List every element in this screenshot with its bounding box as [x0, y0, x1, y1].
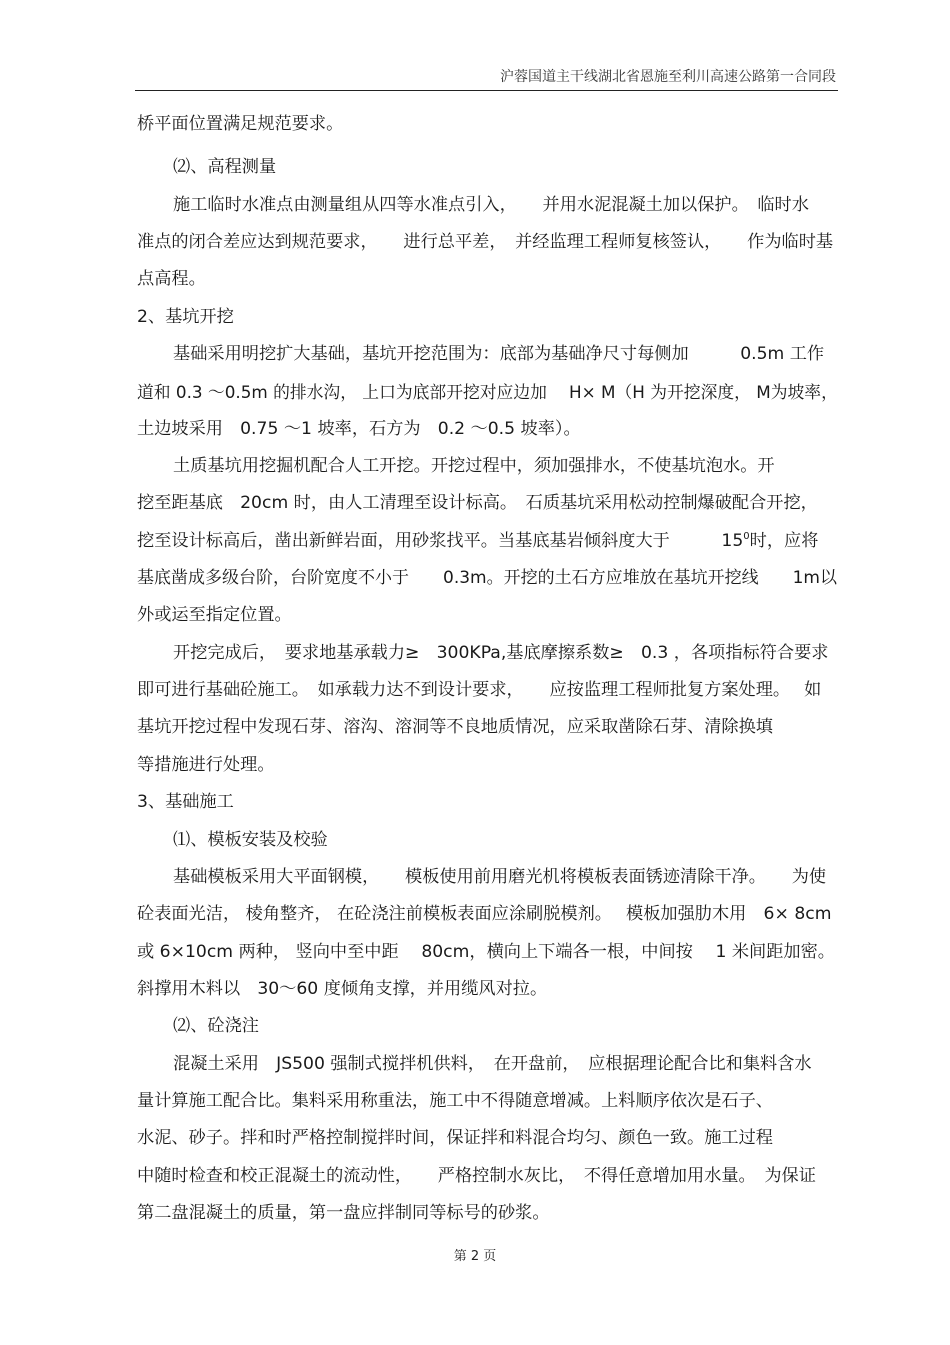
text-line: 准点的闭合差应达到规范要求， 进行总平差， 并经监理工程师复核签认， 作为临时基 [137, 232, 834, 252]
degree-superscript: 0 [743, 531, 750, 542]
text-line: 点高程。 [137, 269, 206, 289]
section-heading: ⑵、高程测量 [173, 157, 277, 177]
section-heading: 3、基础施工 [137, 792, 234, 812]
text-line: 土边坡采用 0.75 ～1 坡率，石方为 0.2 ～0.5 坡率）。 [137, 419, 581, 439]
text-line: 土质基坑用挖掘机配合人工开挖。开挖过程中，须加强排水，不使基坑泡水。开 [173, 456, 775, 476]
text-segment: 时，应将 [749, 531, 819, 551]
text-line: 中随时检查和校正混凝土的流动性， 严格控制水灰比， 不得任意增加用水量。 为保证 [137, 1166, 816, 1186]
text-line: 砼表面光洁， 棱角整齐， 在砼浇注前模板表面应涂刷脱模剂。 模板加强肋木用 6× 8cm [137, 904, 832, 924]
text-line: 水泥、砂子。拌和时严格控制搅拌时间，保证拌和料混合均匀、颜色一致。施工过程 [137, 1128, 773, 1148]
page-number: 第 2 页 [453, 1249, 497, 1264]
header-title: 沪蓉国道主干线湖北省恩施至利川高速公路第一合同段 [500, 69, 836, 85]
section-heading: 2、基坑开挖 [137, 307, 234, 327]
text-line: 基础采用明挖扩大基础，基坑开挖范围为：底部为基础净尺寸每侧加 0.5m 工作 [173, 344, 825, 364]
section-heading: ⑴、模板安装及校验 [173, 830, 328, 850]
text-line: 基底凿成多级台阶，台阶宽度不小于 0.3m。开挖的土石方应堆放在基坑开挖线 1m以 [137, 568, 837, 588]
text-line: 外或运至指定位置。 [137, 605, 292, 625]
text-line: 混凝土采用 JS500 强制式搅拌机供料， 在开盘前， 应根据理论配合比和集料含水 [173, 1054, 812, 1074]
text-segment: 挖至设计标高后，凿出新鲜岩面，用砂浆找平。当基底基岩倾斜度大于 15 [137, 531, 744, 551]
text-line: 基坑开挖过程中发现石芽、溶沟、溶洞等不良地质情况，应采取凿除石芽、清除换填 [137, 717, 773, 737]
text-line: 等措施进行处理。 [137, 755, 275, 775]
text-line: 开挖完成后， 要求地基承载力≥ 300KPa,基底摩擦系数≥ 0.3 ，各项指标符合要求 [173, 643, 829, 663]
text-line: 道和 0.3 ～0.5m 的排水沟， 上口为底部开挖对应边加 H× M（H 为开挖深度， M为坡率， [137, 382, 838, 402]
text-line: 即可进行基础砼施工。 如承载力达不到设计要求， 应按监理工程师批复方案处理。 如 [137, 680, 822, 700]
text-line: 基础模板采用大平面钢模， 模板使用前用磨光机将模板表面锈迹清除干净。 为使 [173, 867, 827, 887]
text-line: 量计算施工配合比。集料采用称重法，施工中不得随意增减。上料顺序依次是石子、 [137, 1091, 773, 1111]
text-line: 挖至距基底 20cm 时，由人工清理至设计标高。 石质基坑采用松动控制爆破配合开挖， [137, 493, 818, 513]
page-header [135, 68, 838, 91]
text-line [137, 529, 818, 553]
text-line: 或 6×10cm 两种， 竖向中至中距 80cm，横向上下端各一根，中间按 1 米间距加密。 [137, 942, 835, 962]
text-line: 第二盘混凝土的质量，第一盘应拌制同等标号的砂浆。 [137, 1203, 550, 1223]
text-line: 施工临时水准点由测量组从四等水准点引入， 并用水泥混凝土加以保护。 临时水 [173, 195, 809, 215]
section-heading: ⑵、砼浇注 [173, 1016, 259, 1036]
text-line: 斜撑用木料以 30～60 度倾角支撑，并用缆风对拉。 [137, 979, 548, 999]
text-line: 桥平面位置满足规范要求。 [137, 114, 344, 134]
